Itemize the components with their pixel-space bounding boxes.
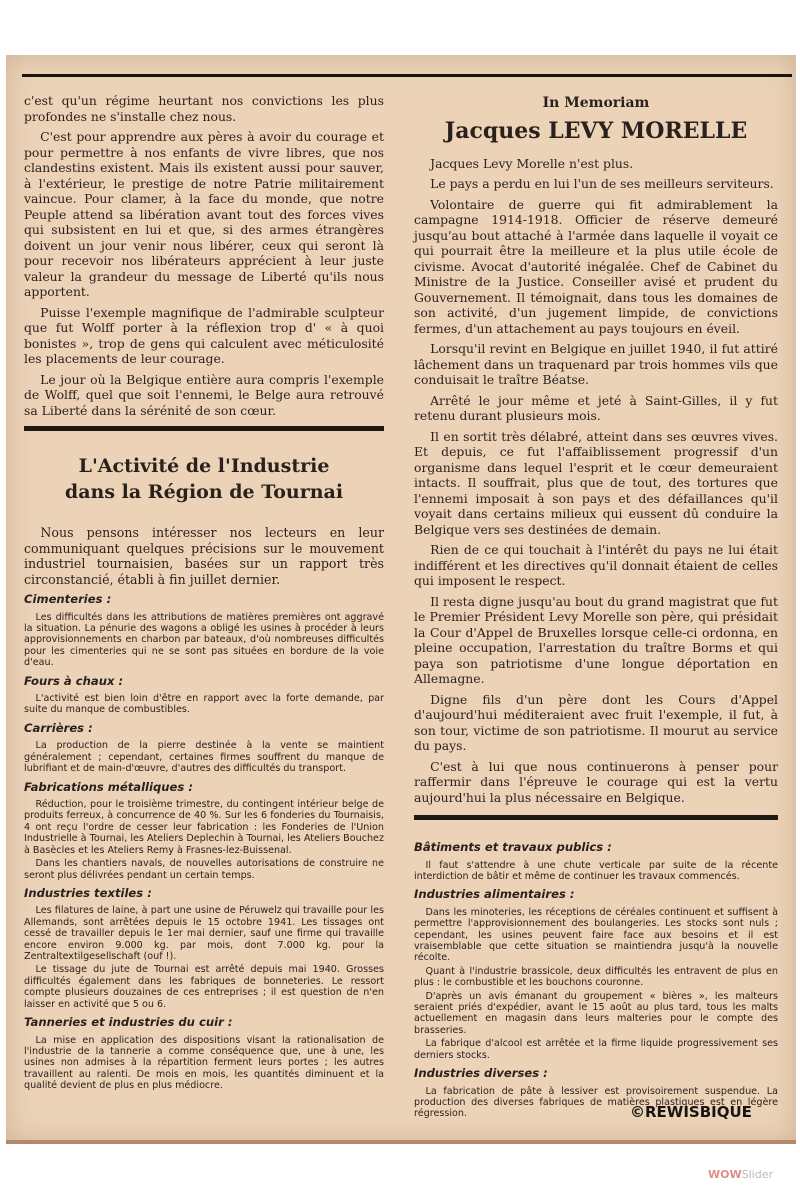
memoriam-paragraph: Il en sortit très délabré, atteint dans ses œuvres vives. Et depuis, ce fut l'affaiblissement progressif d'un organisme dans lequel l'esprit et le cœur demeuraient intacts. Il souffrait, plus que de tout, des tortures que l'ennemi imposait à son pays et des défaillances qu'il voyait dans certains milieux qui eussent dû conduire la Belgique vers ses destinées de demain.: [414, 428, 778, 537]
section-heading-textiles: Industries textiles :: [24, 885, 152, 900]
section-text: Les filatures de laine, à part une usine de Péruwelz qui travaille pour les Allemands, sont arrêtées depuis le 15 octobre 1941. Les tissages ont cessé de travailler depuis le 1er mai dernier, sauf une firme qui travaille encore environ 9.000 kg. par mois, dont 7.000 kg. pour la Zentraltextilgesellschaft (ouf !).: [24, 905, 384, 963]
section-divider: [414, 815, 778, 820]
memoriam-paragraph: Le pays a perdu en lui l'un de ses meilleurs serviteurs.: [430, 176, 774, 191]
left-column: [24, 93, 384, 1094]
memoriam-paragraph: Arrêté le jour même et jeté à Saint-Gilles, il y fut retenu durant plusieurs mois.: [414, 392, 778, 423]
title-line-1: L'Activité de l'Industrie: [78, 455, 330, 477]
section-text: Dans les chantiers navals, de nouvelles autorisations de construire ne seront plus délivrées pendant un certain temps.: [24, 858, 384, 881]
memoriam-paragraph: Il resta digne jusqu'au bout du grand magistrat que fut le Premier Président Levy Morelle son père, qui présidait la Cour d'Appel de Bruxelles lorsque celle-ci ordonna, en pleine occupation, l'arrestation du traître Borms et qui paya son patriotisme d'une longue déportation en Allemagne.: [414, 593, 778, 686]
memoriam-headline: Jacques LEVY MORELLE: [444, 117, 748, 144]
section-divider: [24, 426, 384, 431]
memoriam-paragraph: Lorsqu'il revint en Belgique en juillet 1940, il fut attiré lâchement dans un traquenard par trois hommes vils que conduisait le traître Béatse.: [414, 341, 778, 387]
section-text: Le tissage du jute de Tournai est arrêté depuis mai 1940. Grosses difficultés également dans les fabriques de bonneteries. Le ressort compte plusieurs douzaines de ces entreprises ; il est question de n'en laisser en activité que 5 ou 6.: [24, 964, 384, 1010]
slider-badge-wow: WOW: [708, 1168, 742, 1181]
article-paragraph: Puisse l'exemple magnifique de l'admirable sculpteur que fut Wolff porter à la réflexion trop d' « à quoi bonistes », trop de gens qui calculent avec méticulosité les placements de leur courage.: [24, 304, 384, 366]
section-text: La mise en application des dispositions visant la rationalisation de l'industrie de la tannerie a comme conséquence que, une à une, les usines non admises à la répartition ferment leurs portes ; les autres travaillent au ralenti. De mois en mois, les quantités diminuent et la qualité devient de plus en plus médiocre.: [24, 1034, 384, 1092]
section-text: Il faut s'attendre à une chute verticale par suite de la récente interdiction de bâtir et même de continuer les travaux commencés.: [414, 859, 778, 882]
section-text: La fabrique d'alcool est arrêtée et la firme liquide progressivement ses derniers stocks.: [414, 1038, 778, 1061]
in-memoriam-kicker: In Memoriam: [542, 95, 650, 111]
copyright-watermark: ©REWISBIQUE: [630, 1103, 752, 1121]
section-heading-diverses: Industries diverses :: [414, 1066, 548, 1081]
title-line-2: dans la Région de Tournai: [64, 481, 344, 503]
section-text: La fabrication de pâte à lessiver est provisoirement suspendue. La production des diverses fabriques de matières plastiques est en légère régression.: [414, 1085, 778, 1120]
slider-badge: [708, 1168, 773, 1181]
newspaper-page: [6, 55, 796, 1142]
section-text: D'après un avis émanant du groupement « bières », les malteurs seraient priés d'expédier, avant le 15 août au plus tard, tous les malts actuellement en magasin dans leurs malteries pour le compte des brasseries.: [414, 990, 778, 1036]
section-text: L'activité est bien loin d'être en rapport avec la forte demande, par suite du manque de combustibles.: [24, 693, 384, 716]
memoriam-paragraph: Volontaire de guerre qui fit admirablement la campagne 1914-1918. Officier de réserve demeuré jusqu'au bout attaché à l'armée dans laquelle il voyait ce qui pourrait être la meilleure et la plus utile école de civisme. Avocat d'autorité inégalée. Chef de Cabinet du Ministre de la Justice. Conseiller avisé et prudent du Gouvernement. Il témoignait, dans tous les domaines de son activité, d'un jugement limpide, de convictions fermes, d'un attachement au pays toujours en éveil.: [414, 196, 778, 336]
section-heading-tanneries: Tanneries et industries du cuir :: [24, 1015, 233, 1030]
section-heading-fabrications: Fabrications métalliques :: [24, 779, 193, 794]
slider-badge-rest: Slider: [741, 1168, 773, 1181]
section-text: La production de la pierre destinée à la vente se maintient généralement ; cependant, certaines firmes souffrent du manque de lubrifiant et de main-d'œuvre, d'autres des difficultés du transport.: [24, 740, 384, 775]
memoriam-paragraph: C'est à lui que nous continuerons à penser pour raffermir dans l'épreuve le courage qui est la vertu aujourd'hui la plus nécessaire en Belgique.: [414, 758, 778, 805]
article-paragraph: Le jour où la Belgique entière aura compris l'exemple de Wolff, quel que soit l'ennemi, le Belge aura retrouvé sa Liberté dans la sérénité de son cœur.: [24, 371, 384, 418]
top-rule: [22, 74, 792, 77]
bottom-band: [6, 1140, 796, 1144]
section-text: Réduction, pour le troisième trimestre, du contingent intérieur belge de produits ferreux, à concurrence de 40 %. Sur les 6 fonderies du Tournaisis, 4 ont reçu l'ordre de cesser leur fabrication : les Fonderies de l'Union Industrielle à Tournai, les Ateliers Deplechin à Tournai, les Ateliers Bouchez à Basècles et les Ateliers Remy à Frasnes-lez-Buissenal.: [24, 799, 384, 856]
article-paragraph: c'est qu'un régime heurtant nos convictions les plus profondes ne s'installe chez nous.: [24, 93, 384, 124]
section-heading-batiments: Bâtiments et travaux publics :: [414, 840, 612, 854]
section-heading-cimenteries: Cimenteries :: [24, 592, 112, 606]
memoriam-paragraph: Jacques Levy Morelle n'est plus.: [430, 155, 634, 171]
section-text: Les difficultés dans les attributions de matières premières ont aggravé la situation. La pénurie des wagons a obligé les usines à procéder à leurs approvisionnements en charbon par bateaux, d'où nombreuses difficultés pour les cimenteries qui ne se sont pas situées en bordure de la voie d'eau.: [24, 611, 384, 669]
memoriam-paragraph: Rien de ce qui touchait à l'intérêt du pays ne lui était indifférent et les directives qu'il donnait étaient de celles qui imposent le respect.: [414, 542, 778, 588]
industry-intro: Nous pensons intéresser nos lecteurs en leur communiquant quelques précisions sur le mouvement industriel tournaisien, basées sur un rapport très circonstancié, établi à fin juillet dernier.: [24, 525, 384, 587]
section-text: Dans les minoteries, les réceptions de céréales continuent et suffisent à permettre l'approvisionnement des boulangeries. Les stocks sont nuls ; cependant, les usines peuvent faire face aux besoins et il est vraisemblable que cette situation se maintiendra jusqu'à la nouvelle récolte.: [414, 906, 778, 964]
article-paragraph: C'est pour apprendre aux pères à avoir du courage et pour permettre à nos enfants de vivre libres, que nos clandestins existent. Mais ils existent aussi pour sauver, à l'extérieur, le prestige de notre Patrie militairement vaincue. Pour clamer, à la face du monde, que notre Peuple attend sa libération avant tout des forces vives qui subsistent en lui et que, si des armes étrangères doivent un jour venir nous libérer, ceux qui seront là pour recevoir nos libérateurs apprécient à leur juste valeur la grandeur du message de Liberté qu'ils nous apportent.: [24, 129, 384, 299]
memoriam-paragraph: Digne fils d'un père dont les Cours d'Appel d'aujourd'hui méditeraient avec fruit l'exemple, il fut, à son tour, victime de son patriotisme. Il mourut au service du pays.: [414, 691, 778, 753]
section-heading-alimentaires: Industries alimentaires :: [414, 887, 575, 902]
section-text: Quant à l'industrie brassicole, deux difficultés les entravent de plus en plus : le combustible et les bouchons couronne.: [414, 965, 778, 989]
section-heading-fours: Fours à chaux :: [24, 673, 124, 688]
industry-article-title: [24, 453, 384, 505]
right-column: [414, 93, 778, 1122]
section-heading-carrieres: Carrières :: [24, 720, 93, 735]
